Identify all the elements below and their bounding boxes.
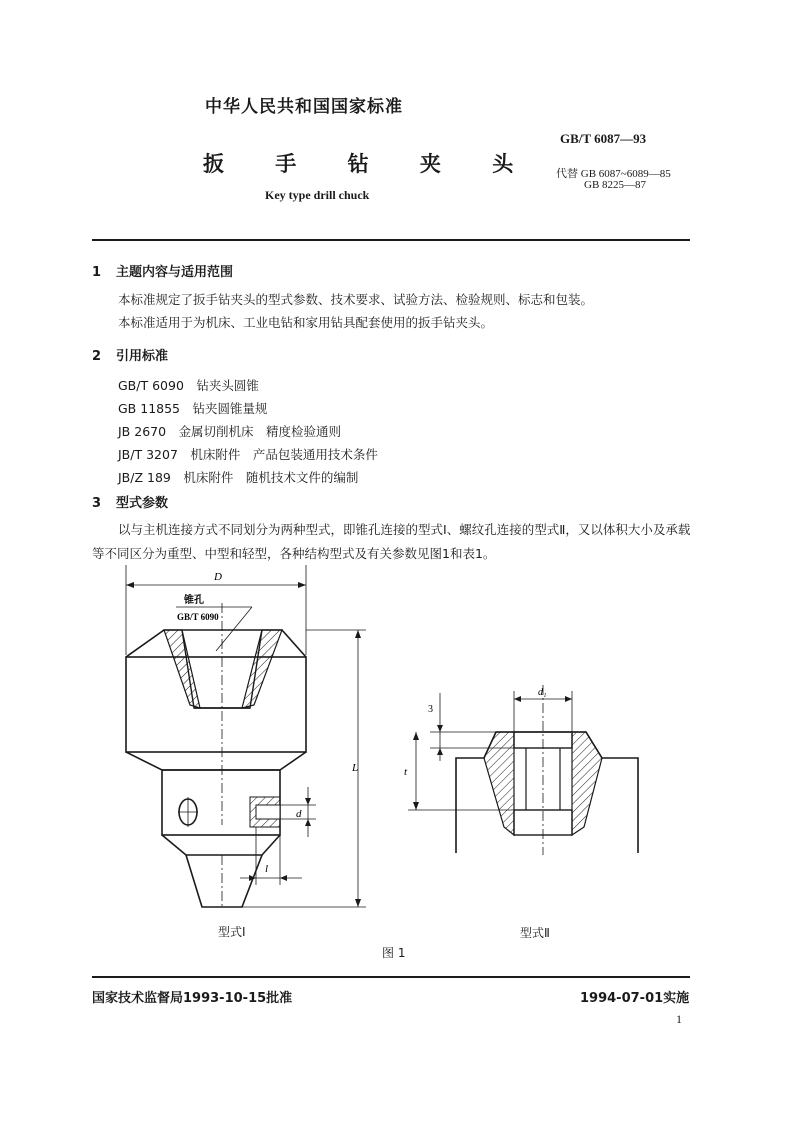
- type-1-caption: 型式Ⅰ: [218, 925, 246, 939]
- section-title: 引用标准: [116, 349, 169, 364]
- dimension-d1-label: d₁: [538, 687, 547, 698]
- dimension-D-label: D: [214, 571, 222, 583]
- figure-caption: 图 1: [382, 946, 406, 960]
- taper-standard-label: GB/T 6090: [177, 612, 219, 622]
- reference-item: JB 2670 金属切削机床 精度检验通则: [118, 424, 342, 439]
- document-title: 扳 手 钻 夹 头: [203, 152, 536, 176]
- dimension-l-label: l: [265, 863, 269, 875]
- section-title: 主题内容与适用范围: [116, 265, 234, 280]
- replaces-standards: 代替 GB 6087~6089—85: [556, 168, 671, 180]
- section-3-heading: [92, 492, 168, 511]
- section-number: 1: [92, 265, 102, 280]
- figure-1-drawing: [90, 565, 690, 965]
- type-1-chuck-drawing: [126, 565, 366, 907]
- dimension-t-label: t: [404, 766, 408, 778]
- page-number: 1: [676, 1012, 682, 1026]
- section-1-heading: [92, 261, 233, 280]
- reference-item: GB/T 6090 钻夹头圆锥: [118, 378, 259, 393]
- dimension-d-label: d: [296, 808, 302, 820]
- reference-item: JB/Z 189 机床附件 随机技术文件的编制: [118, 470, 359, 485]
- footer-rule: [92, 976, 690, 978]
- section-number: 3: [92, 496, 102, 511]
- replaces-standards-2: GB 8225—87: [584, 179, 647, 191]
- section-2-heading: [92, 345, 168, 364]
- type-2-chuck-drawing: [408, 685, 638, 855]
- section-1-paragraph-2: 本标准适用于为机床、工业电钻和家用钻具配套使用的扳手钻夹头。: [118, 315, 494, 330]
- effective-date: 1994-07-01实施: [580, 991, 690, 1006]
- taper-hole-label: 锥孔: [184, 595, 204, 606]
- section-1-paragraph-1: 本标准规定了扳手钻夹头的型式参数、技术要求、试验方法、检验规则、标志和包装。: [118, 292, 594, 307]
- section-title: 型式参数: [116, 496, 169, 511]
- type-2-caption: 型式Ⅱ: [520, 926, 550, 940]
- issue-date: 国家技术监督局1993-10-15批准: [92, 991, 293, 1006]
- section-number: 2: [92, 349, 102, 364]
- section-3-paragraph: 以与主机连接方式不同划分为两种型式，即锥孔连接的型式Ⅰ、螺纹孔连接的型式Ⅱ，又以体积大小及承载等不同区分为重型、中型和轻型，各种结构型式及有关参数见图1和表1。: [92, 522, 691, 561]
- header-rule: [92, 239, 690, 241]
- dimension-L-label: L: [352, 762, 359, 774]
- national-standard-heading: 中华人民共和国国家标准: [205, 97, 403, 117]
- reference-item: GB 11855 钻夹圆锥量规: [118, 401, 268, 416]
- reference-item: JB/T 3207 机床附件 产品包装通用技术条件: [118, 447, 378, 462]
- document-title-english: Key type drill chuck: [265, 188, 370, 202]
- standard-number: GB/T 6087—93: [560, 131, 647, 146]
- dimension-3-label: 3: [428, 704, 433, 715]
